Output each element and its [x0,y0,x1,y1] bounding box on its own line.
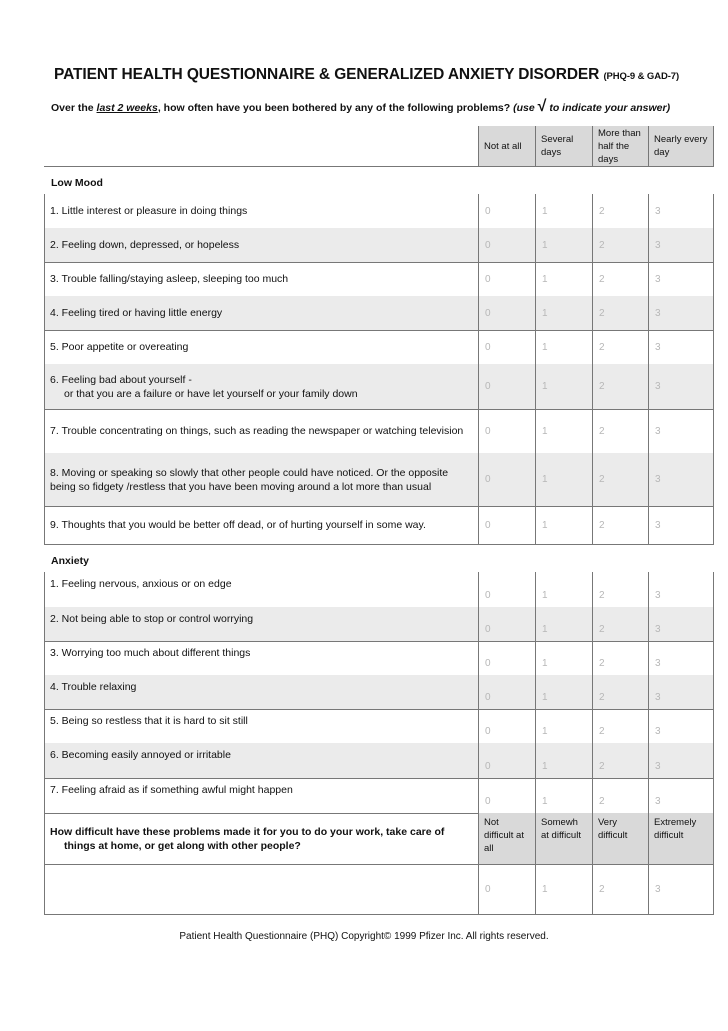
instr-use: (use [513,102,538,114]
gad-item-row [44,709,714,744]
gad-score-1[interactable]: 1 [535,607,592,641]
phq-score-3[interactable]: 3 [648,262,714,296]
phq-question-text-cont: or that you are a failure or have let yourself or your family down [64,387,358,400]
section-low-mood: Low Mood [51,177,103,189]
instr-middle: , how often have you been bothered by any of the following problems? [157,102,514,114]
gad-score-2[interactable]: 2 [592,778,648,813]
difficulty-question-line2: things at home, or get along with other people? [64,840,301,852]
phq-score-0[interactable]: 0 [478,228,535,262]
header-nearly-every-day: Nearly every day [648,126,714,166]
frequency-header-row [44,126,714,167]
phq-score-3[interactable]: 3 [648,506,714,544]
gad-score-2[interactable]: 2 [592,743,648,778]
phq-score-2[interactable]: 2 [592,228,648,262]
gad-question [44,572,478,607]
phq-score-2[interactable]: 2 [592,409,648,453]
phq-score-0[interactable]: 0 [478,330,535,364]
gad-score-1[interactable]: 1 [535,743,592,778]
difficulty-score-3[interactable]: 3 [648,864,714,914]
gad-score-2[interactable]: 2 [592,709,648,743]
phq-score-0[interactable]: 0 [478,296,535,330]
phq-question-text: 8. Moving or speaking so slowly that other people could have noticed. Or the opposite being so fidgety /restless that you have been moving around a lot more than usual [50,466,449,493]
gad-score-3[interactable]: 3 [648,778,714,813]
phq-score-1[interactable]: 1 [535,506,592,544]
phq-question-text: 7. Trouble concentrating on things, such as reading the newspaper or watching television [50,425,464,437]
gad-item-row [44,675,714,710]
title-abbrev: (PHQ-9 & GAD-7) [603,71,680,82]
gad-score-2[interactable]: 2 [592,572,648,607]
instr-prefix: Over the [51,102,97,114]
phq-question [44,228,478,262]
instr-use-suffix: to indicate your answer) [546,102,671,114]
phq-score-2[interactable]: 2 [592,194,648,228]
gad-question-text: 6. Becoming easily annoyed or irritable [50,749,231,761]
phq-score-0[interactable]: 0 [478,506,535,544]
phq-question-text: 1. Little interest or pleasure in doing things [50,205,248,217]
phq-question-text: 9. Thoughts that you would be better off dead, or of hurting yourself in some way. [50,519,426,531]
gad-score-2[interactable]: 2 [592,607,648,641]
gad-score-1[interactable]: 1 [535,709,592,743]
phq-score-0[interactable]: 0 [478,364,535,409]
gad-question-text: 5. Being so restless that it is hard to sit still [50,715,248,727]
phq-score-1[interactable]: 1 [535,409,592,453]
phq-score-2[interactable]: 2 [592,330,648,364]
phq-score-1[interactable]: 1 [535,262,592,296]
phq-score-3[interactable]: 3 [648,194,714,228]
gad-question-text: 4. Trouble relaxing [50,681,137,693]
phq-question [44,409,478,453]
gad-score-2[interactable]: 2 [592,641,648,675]
header-several-days: Several days [535,126,592,166]
gad-score-3[interactable]: 3 [648,743,714,778]
phq-score-3[interactable]: 3 [648,228,714,262]
page-title [54,66,714,84]
header-very-difficult: Very difficult [592,813,648,864]
phq-score-2[interactable]: 2 [592,262,648,296]
difficulty-score-2[interactable]: 2 [592,864,648,914]
phq-score-2[interactable]: 2 [592,506,648,544]
difficulty-answer-row[interactable] [44,864,714,915]
phq-item-row [44,296,714,331]
gad-score-2[interactable]: 2 [592,675,648,709]
gad-question [44,709,478,743]
instr-emphasis: last 2 weeks [96,102,158,114]
gad-question-text: 2. Not being able to stop or control worrying [50,613,254,625]
phq-score-2[interactable]: 2 [592,364,648,409]
gad-question [44,743,478,778]
phq-item-row [44,409,714,454]
gad-score-1[interactable]: 1 [535,675,592,709]
gad-score-3[interactable]: 3 [648,709,714,743]
phq-question [44,506,478,544]
phq-item-row [44,506,714,545]
phq-score-3[interactable]: 3 [648,453,714,506]
difficulty-question-line1: How difficult have these problems made it for you to do your work, take care of [50,826,445,838]
phq-question-text: 2. Feeling down, depressed, or hopeless [50,239,240,251]
title-main: PATIENT HEALTH QUESTIONNAIRE & GENERALIZED ANXIETY DISORDER [54,66,600,83]
gad-score-0[interactable]: 0 [478,778,535,813]
phq-question [44,194,478,228]
gad-score-0[interactable]: 0 [478,743,535,778]
phq-question-text: 5. Poor appetite or overeating [50,341,189,353]
difficulty-score-1[interactable]: 1 [535,864,592,914]
phq-score-0[interactable]: 0 [478,262,535,296]
phq-score-0[interactable]: 0 [478,453,535,506]
phq-score-1[interactable]: 1 [535,330,592,364]
phq-score-0[interactable]: 0 [478,194,535,228]
gad-question [44,607,478,641]
gad-score-0[interactable]: 0 [478,572,535,607]
phq-score-0[interactable]: 0 [478,409,535,453]
gad-item-row [44,572,714,608]
difficulty-blank [44,864,478,914]
gad-score-1[interactable]: 1 [535,572,592,607]
header-not-at-all: Not at all [478,126,535,166]
header-extremely-difficult: Extremely difficult [648,813,714,864]
gad-score-3[interactable]: 3 [648,607,714,641]
gad-left-border [44,572,45,914]
header-more-than-half: More than half the days [592,126,648,166]
gad-score-0[interactable]: 0 [478,607,535,641]
gad-score-1[interactable]: 1 [535,778,592,813]
phq-score-2[interactable]: 2 [592,296,648,330]
phq-question [44,262,478,296]
header-not-difficult: Not difficult at all [478,813,535,864]
gad-score-0[interactable]: 0 [478,709,535,743]
gad-score-3[interactable]: 3 [648,675,714,709]
phq-question-text: 6. Feeling bad about yourself - [50,373,192,386]
phq-question [44,453,478,506]
gad-question-text: 3. Worrying too much about different things [50,647,251,659]
phq-question [44,364,478,409]
phq-item-row [44,364,714,410]
phq-item-row [44,228,714,263]
gad-score-1[interactable]: 1 [535,641,592,675]
phq-item-row [44,262,714,297]
section-anxiety: Anxiety [51,555,89,567]
phq-score-3[interactable]: 3 [648,296,714,330]
gad-score-0[interactable]: 0 [478,675,535,709]
phq-score-2[interactable]: 2 [592,453,648,506]
phq-score-1[interactable]: 1 [535,296,592,330]
phq-item-row [44,453,714,507]
phq-item-row [44,330,714,365]
gad-question [44,778,478,813]
phq-score-1[interactable]: 1 [535,453,592,506]
gad-item-row [44,641,714,676]
phq-score-1[interactable]: 1 [535,364,592,409]
gad-item-row [44,743,714,779]
phq-score-1[interactable]: 1 [535,194,592,228]
phq-score-3[interactable]: 3 [648,364,714,409]
phq-left-border [44,194,45,544]
phq-item-row [44,194,714,229]
gad-question [44,641,478,675]
instructions [51,98,721,116]
phq-score-3[interactable]: 3 [648,330,714,364]
gad-question-text: 7. Feeling afraid as if something awful might happen [50,784,293,796]
phq-score-3[interactable]: 3 [648,409,714,453]
header-somewhat-difficult: Somewh at difficult [535,813,592,864]
difficulty-question [44,813,478,864]
phq-question [44,296,478,330]
gad-score-3[interactable]: 3 [648,572,714,607]
checkmark-icon: √ [537,98,547,115]
phq-question-text: 4. Feeling tired or having little energy [50,307,223,319]
gad-item-row [44,778,714,814]
gad-item-row [44,607,714,642]
phq-question-text: 3. Trouble falling/staying asleep, sleeping too much [50,273,289,285]
gad-score-3[interactable]: 3 [648,641,714,675]
difficulty-score-0[interactable]: 0 [478,864,535,914]
copyright-footer: Patient Health Questionnaire (PHQ) Copyright© 1999 Pfizer Inc. All rights reserved. [179,931,549,942]
phq-question [44,330,478,364]
difficulty-header-row [44,813,714,865]
gad-score-0[interactable]: 0 [478,641,535,675]
gad-question [44,675,478,709]
gad-question-text: 1. Feeling nervous, anxious or on edge [50,578,232,590]
phq-score-1[interactable]: 1 [535,228,592,262]
